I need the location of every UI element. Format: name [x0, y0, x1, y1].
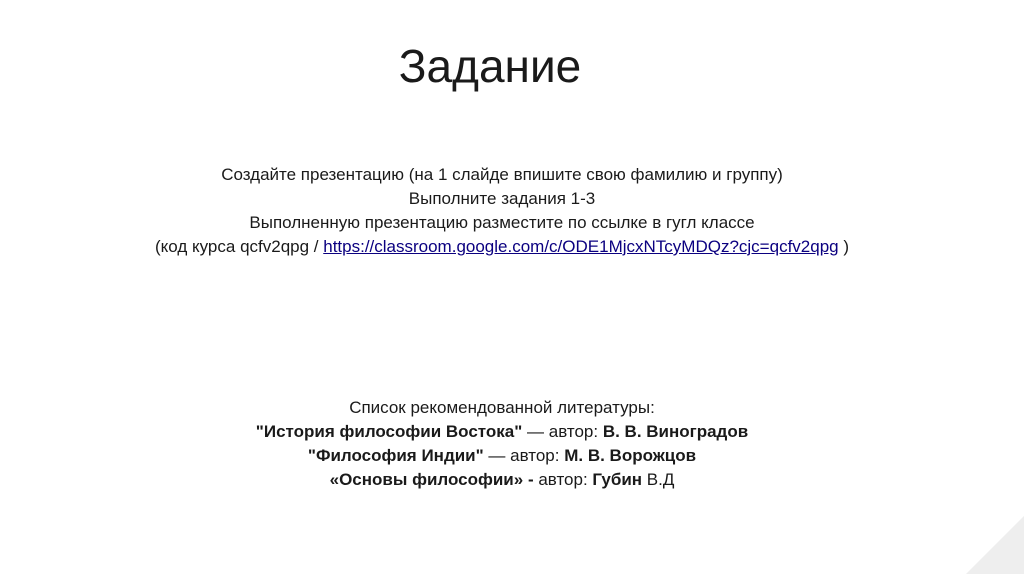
author-separator: — автор: — [522, 422, 603, 441]
reference-item — [0, 468, 1004, 492]
page-curl-corner — [966, 516, 1024, 574]
course-code-text: (код курса qcfv2qpg / — [154, 237, 324, 256]
author-separator: автор: — [538, 470, 593, 489]
author-separator: — автор: — [483, 446, 565, 465]
reading-list-heading: Список рекомендованной литературы: — [349, 398, 655, 417]
book-author: М. В. Ворожцов — [564, 446, 697, 465]
book-author: В. В. Виноградов — [602, 422, 749, 441]
task-line-3: Выполненную презентацию разместите по ссылке в гугл классе — [249, 213, 755, 232]
task-line-1: Создайте презентацию (на 1 слайде впишите свою фамилию и группу) — [221, 165, 783, 184]
reference-item — [0, 420, 1004, 444]
book-title: «Основы философии» - — [329, 470, 539, 489]
book-author: Губин — [592, 470, 643, 489]
course-code-close: ) — [838, 237, 849, 256]
task-instructions — [0, 163, 1004, 259]
book-title: "История философии Востока" — [255, 422, 523, 441]
book-title: "Философия Индии" — [307, 446, 484, 465]
task-line-4 — [0, 235, 1004, 259]
task-line-2: Выполните задания 1-3 — [408, 189, 596, 208]
slide-title: Задание — [398, 40, 582, 92]
reading-list — [0, 396, 1004, 492]
classroom-link[interactable]: https://classroom.google.com/c/ODE1MjcxNTcyMDQz?cjc=qcfv2qpg — [323, 237, 839, 256]
reference-item — [0, 444, 1004, 468]
author-tail: В.Д — [642, 470, 675, 489]
